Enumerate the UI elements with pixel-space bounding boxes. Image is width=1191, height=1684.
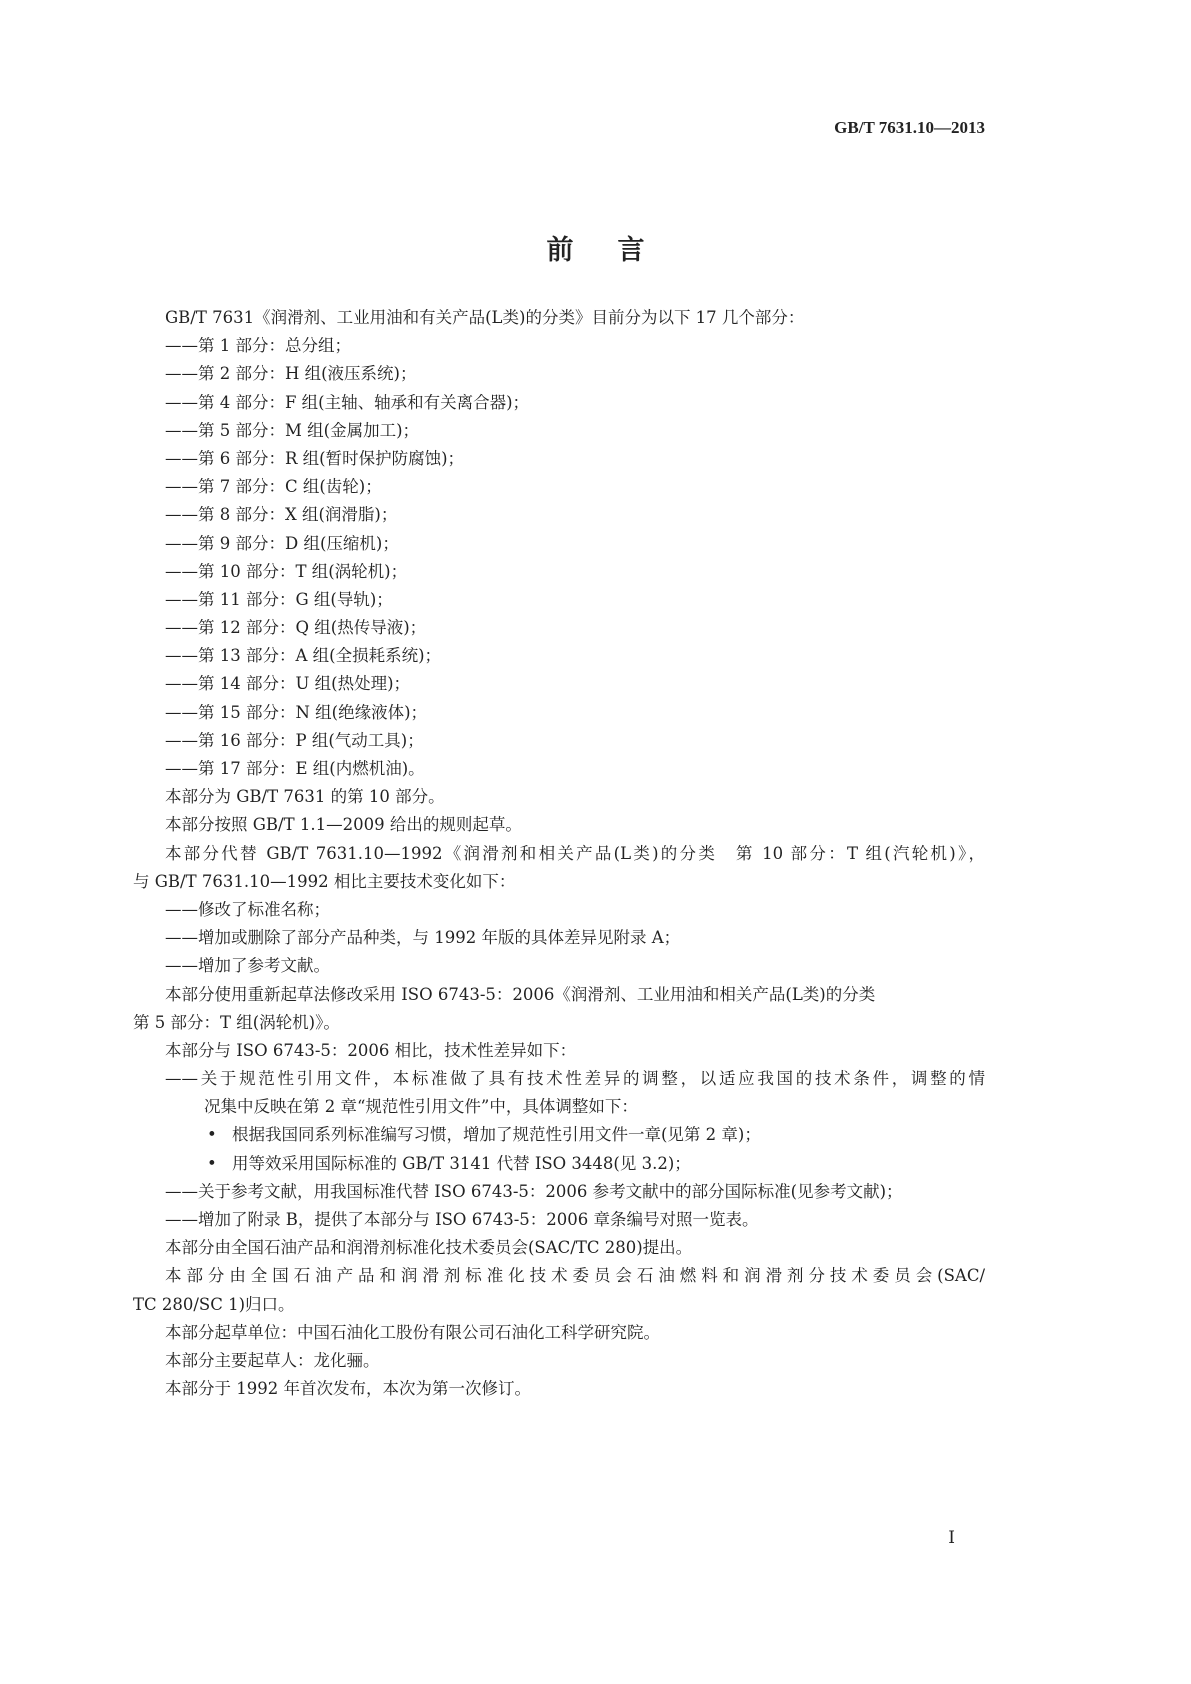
dash-item	[133, 670, 985, 698]
bullet-item	[133, 1150, 985, 1178]
line-text: 第 5 部分：T 组(涡轮机)》。	[133, 1012, 340, 1032]
paragraph-line	[133, 1093, 985, 1121]
line-text: 本部分按照 GB/T 1.1—2009 给出的规则起草。	[165, 815, 522, 835]
dash-item	[133, 642, 985, 670]
dash-item	[133, 389, 985, 417]
line-text: 本部分由全国石油产品和润滑剂标准化技术委员会石油燃料和润滑剂分技术委员会(SAC/	[165, 1266, 985, 1286]
page-title: 前言	[546, 235, 689, 266]
paragraph-line	[133, 1319, 985, 1347]
dash-item	[133, 530, 985, 558]
line-text: 本部分于 1992 年首次发布，本次为第一次修订。	[165, 1379, 531, 1399]
dash-item	[133, 1206, 985, 1234]
line-text: ——第 7 部分：C 组(齿轮)；	[165, 477, 382, 497]
line-text: ——第 4 部分：F 组(主轴、轴承和有关离合器)；	[165, 392, 530, 412]
paragraph-line	[133, 304, 985, 332]
line-text: ——关于参考文献，用我国标准代替 ISO 6743-5：2006 参考文献中的部分国际标准(见参考文献)；	[165, 1181, 903, 1201]
dash-item	[133, 445, 985, 473]
bullet-item	[133, 1121, 985, 1149]
bullet-icon: •	[207, 1125, 217, 1145]
line-text: 本部分起草单位：中国石油化工股份有限公司石油化工科学研究院。	[165, 1322, 660, 1342]
paragraph-line	[133, 1347, 985, 1375]
line-text: ——第 11 部分：G 组(导轨)；	[165, 589, 393, 609]
dash-item	[133, 332, 985, 360]
dash-item	[133, 417, 985, 445]
line-text: 本部分使用重新起草法修改采用 ISO 6743-5：2006《润滑剂、工业用油和相关产品(L类)的分类	[165, 984, 876, 1004]
foreword-body	[133, 304, 985, 1403]
line-text: ——增加或删除了部分产品种类，与 1992 年版的具体差异见附录 A；	[165, 928, 681, 948]
line-text: ——第 15 部分：N 组(绝缘液体)；	[165, 702, 428, 722]
paragraph-line	[133, 1291, 985, 1319]
line-text: ——第 8 部分：X 组(润滑脂)；	[165, 505, 398, 525]
paragraph-line	[133, 868, 985, 896]
line-text: 况集中反映在第 2 章“规范性引用文件”中，具体调整如下：	[204, 1097, 638, 1117]
dash-item	[133, 924, 985, 952]
paragraph-line	[133, 1009, 985, 1037]
dash-item	[133, 473, 985, 501]
line-text: ——增加了参考文献。	[165, 956, 330, 976]
line-text: ——第 5 部分：M 组(金属加工)；	[165, 420, 420, 440]
line-text: 与 GB/T 7631.10—1992 相比主要技术变化如下：	[133, 871, 516, 891]
paragraph-line	[133, 811, 985, 839]
line-text: 用等效采用国际标准的 GB/T 3141 代替 ISO 3448(见 3.2)；	[232, 1153, 691, 1173]
line-text: 本部分代替 GB/T 7631.10—1992《润滑剂和相关产品(L类)的分类 第 10 部分：T 组(汽轮机)》，	[165, 843, 985, 863]
paragraph-line	[133, 1262, 985, 1290]
line-text: GB/T 7631《润滑剂、工业用油和有关产品(L类)的分类》目前分为以下 17 几个部分：	[165, 308, 805, 327]
page-number: I	[948, 1528, 955, 1548]
paragraph-line	[133, 783, 985, 811]
dash-item	[133, 952, 985, 980]
line-text: ——第 13 部分：A 组(全损耗系统)；	[165, 646, 442, 666]
line-text: ——第 14 部分：U 组(热处理)；	[165, 674, 411, 694]
paragraph-line	[133, 1234, 985, 1262]
line-text: ——修改了标准名称；	[165, 899, 330, 919]
dash-item	[133, 360, 985, 388]
dash-item	[133, 586, 985, 614]
line-text: ——第 17 部分：E 组(内燃机油)。	[165, 759, 425, 778]
line-text: 本部分与 ISO 6743-5：2006 相比，技术性差异如下：	[165, 1040, 577, 1060]
line-text: TC 280/SC 1)归口。	[133, 1294, 295, 1314]
dash-item	[133, 896, 985, 924]
dash-item	[133, 755, 985, 783]
line-text: 本部分由全国石油产品和润滑剂标准化技术委员会(SAC/TC 280)提出。	[165, 1238, 693, 1258]
dash-item	[133, 501, 985, 529]
line-text: 本部分主要起草人：龙化骊。	[165, 1350, 380, 1370]
paragraph-line	[133, 1375, 985, 1403]
line-text: ——关于规范性引用文件，本标准做了具有技术性差异的调整，以适应我国的技术条件，调整的情	[165, 1069, 985, 1089]
standard-number: GB/T 7631.10—2013	[834, 118, 985, 137]
line-text: 根据我国同系列标准编写习惯，增加了规范性引用文件一章(见第 2 章)；	[232, 1125, 761, 1145]
line-text: ——增加了附录 B，提供了本部分与 ISO 6743-5：2006 章条编号对照一览表。	[165, 1210, 759, 1229]
line-text: ——第 6 部分：R 组(暂时保护防腐蚀)；	[165, 448, 465, 468]
dash-item	[133, 614, 985, 642]
dash-item	[133, 699, 985, 727]
dash-item	[133, 1065, 985, 1093]
line-text: ——第 16 部分：P 组(气动工具)；	[165, 730, 424, 750]
dash-item	[133, 1178, 985, 1206]
bullet-icon: •	[207, 1153, 217, 1173]
dash-item	[133, 558, 985, 586]
line-text: ——第 9 部分：D 组(压缩机)；	[165, 533, 399, 553]
dash-item	[133, 727, 985, 755]
line-text: ——第 2 部分：H 组(液压系统)；	[165, 364, 417, 384]
line-text: ——第 1 部分：总分组；	[165, 336, 351, 356]
line-text: ——第 12 部分：Q 组(热传导液)；	[165, 618, 427, 638]
line-text: 本部分为 GB/T 7631 的第 10 部分。	[165, 787, 445, 807]
paragraph-line	[133, 981, 985, 1009]
paragraph-line	[133, 840, 985, 868]
line-text: ——第 10 部分：T 组(涡轮机)；	[165, 561, 408, 581]
paragraph-line	[133, 1037, 985, 1065]
